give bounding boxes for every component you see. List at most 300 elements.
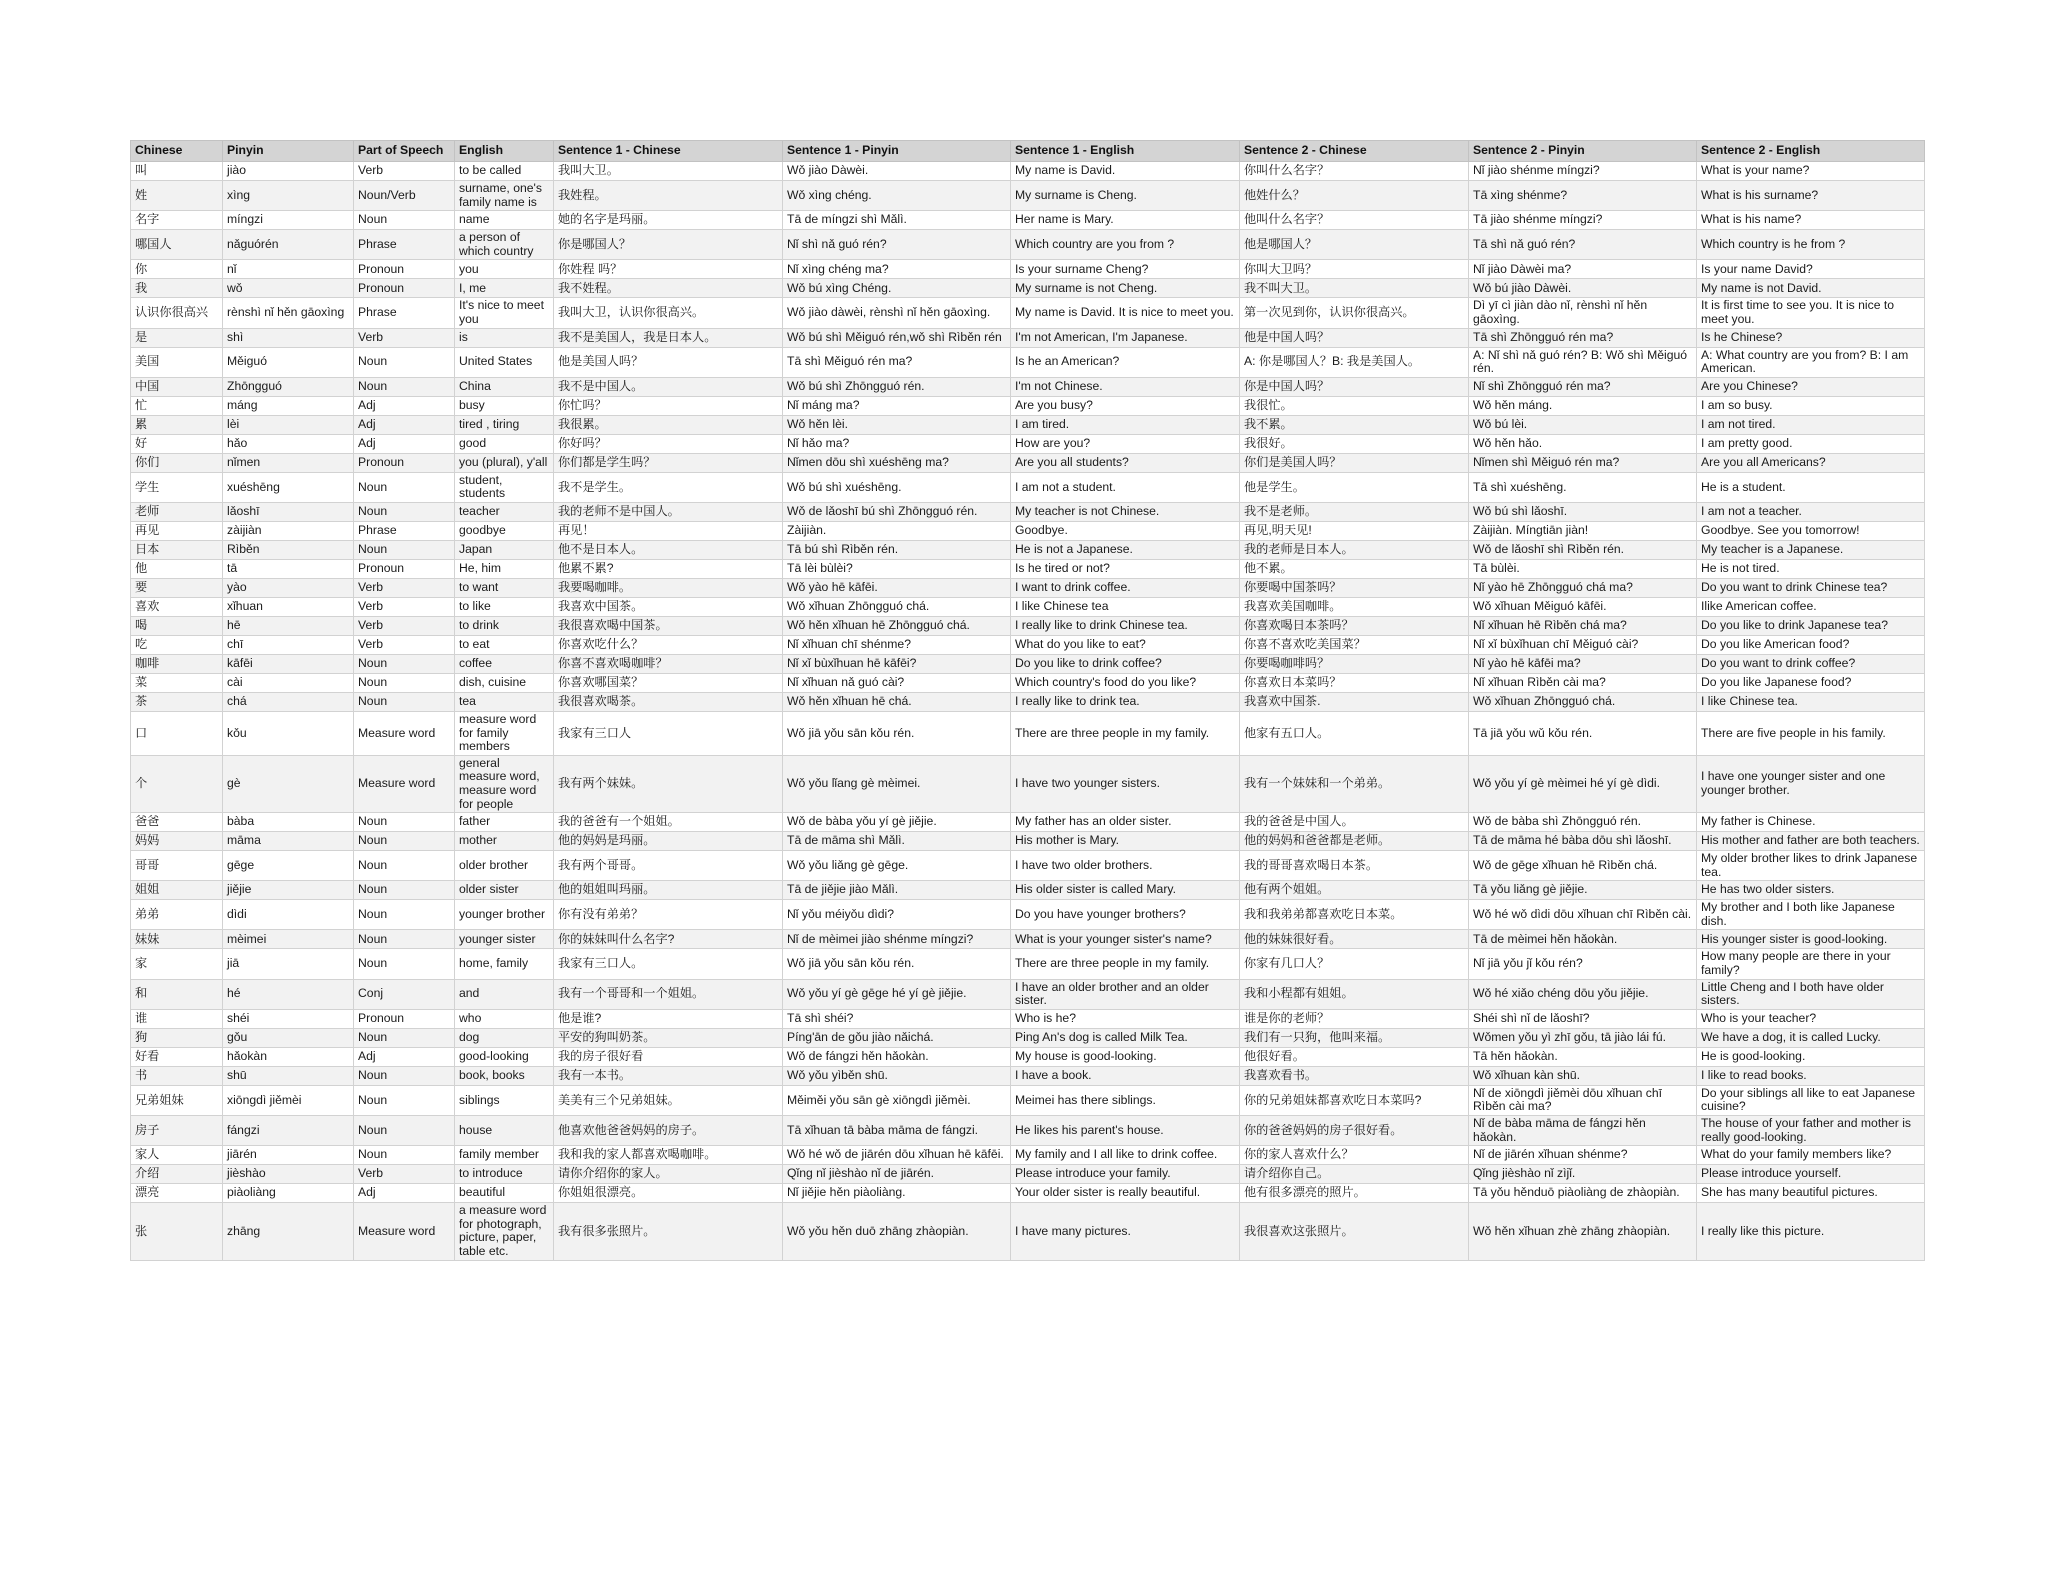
sentence2-english-cell: My name is not David. [1697,279,1925,298]
pinyin-cell: shì [223,328,354,347]
sentence2-english-cell: Little Cheng and I both have older sisters. [1697,979,1925,1009]
chinese-cell: 菜 [131,673,223,692]
english-cell: It's nice to meet you [455,298,554,328]
sentence2-chinese-cell: 我们有一只狗，他叫来福。 [1240,1028,1469,1047]
chinese-cell: 你 [131,260,223,279]
pinyin-cell: māma [223,832,354,851]
sentence2-pinyin-cell: Tā de māma hé bàba dōu shì lǎoshī. [1469,832,1697,851]
sentence1-chinese-cell: 你姐姐很漂亮。 [554,1184,783,1203]
column-header: Sentence 1 - English [1011,141,1240,162]
sentence1-chinese-cell: 他不是日本人。 [554,540,783,559]
pinyin-cell: Rìběn [223,540,354,559]
sentence1-pinyin-cell: Tā de jiějie jiào Mǎlì. [783,881,1011,900]
sentence1-pinyin-cell: Wǒ de lǎoshī bú shì Zhōngguó rén. [783,502,1011,521]
sentence2-english-cell: I am not a teacher. [1697,502,1925,521]
pinyin-cell: xiōngdì jiěmèi [223,1085,354,1115]
sentence1-pinyin-cell: Nǐ máng ma? [783,396,1011,415]
sentence2-pinyin-cell: Wǒ hé wǒ dìdi dōu xǐhuan chī Rìběn cài. [1469,900,1697,930]
sentence2-english-cell: It is first time to see you. It is nice to meet you. [1697,298,1925,328]
english-cell: good-looking [455,1047,554,1066]
sentence1-chinese-cell: 我叫大卫，认识你很高兴。 [554,298,783,328]
table-row [131,298,1925,328]
table-row [131,453,1925,472]
sentence1-english-cell: Which country are you from ? [1011,230,1240,260]
pinyin-cell: jiějie [223,881,354,900]
english-cell: He, him [455,559,554,578]
sentence1-pinyin-cell: Nǐ xǐ bùxǐhuan hē kāfēi? [783,654,1011,673]
sentence1-english-cell: I have many pictures. [1011,1203,1240,1260]
chinese-cell: 好看 [131,1047,223,1066]
sentence2-english-cell: What do your family members like? [1697,1146,1925,1165]
table-row [131,328,1925,347]
table-row [131,979,1925,1009]
part-of-speech-cell: Phrase [354,230,455,260]
sentence2-chinese-cell: 谁是你的老师？ [1240,1009,1469,1028]
table-row [131,851,1925,881]
sentence2-pinyin-cell: Tā jiào shénme míngzi? [1469,211,1697,230]
sentence2-english-cell: Do you like American food? [1697,635,1925,654]
english-cell: to like [455,597,554,616]
chinese-cell: 叫 [131,162,223,181]
pinyin-cell: shū [223,1066,354,1085]
english-cell: a measure word for photograph, picture, paper, table etc. [455,1203,554,1260]
sentence2-pinyin-cell: Wǒ hěn máng. [1469,396,1697,415]
sentence2-english-cell: Who is your teacher? [1697,1009,1925,1028]
sentence2-english-cell: Please introduce yourself. [1697,1165,1925,1184]
sentence2-chinese-cell: 他家有五口人。 [1240,711,1469,755]
pinyin-cell: mèimei [223,930,354,949]
chinese-cell: 哥哥 [131,851,223,881]
english-cell: name [455,211,554,230]
sentence1-english-cell: He likes his parent's house. [1011,1116,1240,1146]
sentence2-chinese-cell: 我和小程都有姐姐。 [1240,979,1469,1009]
pinyin-cell: máng [223,396,354,415]
sentence1-chinese-cell: 我有两个妹妹。 [554,755,783,812]
sentence1-pinyin-cell: Wǒ xìng chéng. [783,181,1011,211]
sentence1-english-cell: Goodbye. [1011,521,1240,540]
sentence1-pinyin-cell: Wǒ bú shì Zhōngguó rén. [783,377,1011,396]
sentence1-chinese-cell: 我喜欢中国茶。 [554,597,783,616]
pinyin-cell: hé [223,979,354,1009]
sentence2-chinese-cell: 你要喝中国茶吗？ [1240,578,1469,597]
sentence1-pinyin-cell: Wǒ de fángzi hěn hǎokàn. [783,1047,1011,1066]
chinese-cell: 姓 [131,181,223,211]
pinyin-cell: jiārén [223,1146,354,1165]
english-cell: older sister [455,881,554,900]
pinyin-cell: dìdi [223,900,354,930]
sentence1-english-cell: My house is good-looking. [1011,1047,1240,1066]
sentence1-pinyin-cell: Wǒ jiā yǒu sān kǒu rén. [783,711,1011,755]
part-of-speech-cell: Pronoun [354,279,455,298]
sentence1-pinyin-cell: Wǒ xǐhuan Zhōngguó chá. [783,597,1011,616]
sentence1-pinyin-cell: Nǐ yǒu méiyǒu dìdi? [783,900,1011,930]
english-cell: to introduce [455,1165,554,1184]
sentence1-chinese-cell: 我有一本书。 [554,1066,783,1085]
pinyin-cell: yào [223,578,354,597]
sentence1-pinyin-cell: Tā shì shéi? [783,1009,1011,1028]
sentence2-english-cell: I am not tired. [1697,415,1925,434]
sentence1-english-cell: Do you like to drink coffee? [1011,654,1240,673]
chinese-cell: 狗 [131,1028,223,1047]
pinyin-cell: bàba [223,813,354,832]
sentence1-pinyin-cell: Měiměi yǒu sān gè xiōngdì jiěmèi. [783,1085,1011,1115]
pinyin-cell: jiào [223,162,354,181]
english-cell: father [455,813,554,832]
sentence2-chinese-cell: 我很喜欢这张照片。 [1240,1203,1469,1260]
part-of-speech-cell: Noun [354,540,455,559]
sentence1-chinese-cell: 我很喜欢喝中国茶。 [554,616,783,635]
part-of-speech-cell: Measure word [354,755,455,812]
chinese-cell: 喝 [131,616,223,635]
table-row [131,260,1925,279]
sentence2-pinyin-cell: Nǐ xǐhuan Rìběn cài ma? [1469,673,1697,692]
pinyin-cell: kāfēi [223,654,354,673]
chinese-cell: 认识你很高兴 [131,298,223,328]
sentence2-chinese-cell: 你叫大卫吗？ [1240,260,1469,279]
sentence2-chinese-cell: 再见,明天见! [1240,521,1469,540]
chinese-cell: 中国 [131,377,223,396]
english-cell: surname, one's family name is [455,181,554,211]
sentence2-pinyin-cell: Wǒ de lǎoshī shì Rìběn rén. [1469,540,1697,559]
table-row [131,832,1925,851]
sentence1-chinese-cell: 我很喜欢喝茶。 [554,692,783,711]
sentence1-english-cell: Your older sister is really beautiful. [1011,1184,1240,1203]
pinyin-cell: zhāng [223,1203,354,1260]
sentence1-pinyin-cell: Wǒ yǒu hěn duō zhāng zhàopiàn. [783,1203,1011,1260]
part-of-speech-cell: Verb [354,635,455,654]
table-row [131,230,1925,260]
pinyin-cell: xǐhuan [223,597,354,616]
sentence2-chinese-cell: 我的哥哥喜欢喝日本茶。 [1240,851,1469,881]
english-cell: teacher [455,502,554,521]
table-row [131,540,1925,559]
chinese-cell: 妈妈 [131,832,223,851]
sentence2-english-cell: She has many beautiful pictures. [1697,1184,1925,1203]
sentence1-chinese-cell: 我的老师不是中国人。 [554,502,783,521]
sentence1-chinese-cell: 我家有三口人。 [554,949,783,979]
table-row [131,597,1925,616]
part-of-speech-cell: Noun [354,502,455,521]
sentence2-pinyin-cell: Nǐ shì Zhōngguó rén ma? [1469,377,1697,396]
pinyin-cell: hǎokàn [223,1047,354,1066]
sentence2-english-cell: We have a dog, it is called Lucky. [1697,1028,1925,1047]
sentence2-english-cell: He is a student. [1697,472,1925,502]
sentence2-english-cell: I like Chinese tea. [1697,692,1925,711]
table-row [131,181,1925,211]
chinese-cell: 老师 [131,502,223,521]
sentence1-pinyin-cell: Wǒ de bàba yǒu yí gè jiějie. [783,813,1011,832]
table-row [131,1028,1925,1047]
chinese-cell: 个 [131,755,223,812]
chinese-cell: 你们 [131,453,223,472]
sentence1-english-cell: Are you all students? [1011,453,1240,472]
sentence2-chinese-cell: 我很忙。 [1240,396,1469,415]
sentence1-english-cell: What do you like to eat? [1011,635,1240,654]
sentence1-chinese-cell: 我姓程。 [554,181,783,211]
part-of-speech-cell: Noun [354,949,455,979]
sentence1-pinyin-cell: Wǒ jiào Dàwèi. [783,162,1011,181]
sentence2-pinyin-cell: Shéi shì nǐ de lǎoshī? [1469,1009,1697,1028]
sentence1-chinese-cell: 平安的狗叫奶茶。 [554,1028,783,1047]
sentence2-pinyin-cell: Nǐ jiào shénme míngzi? [1469,162,1697,181]
sentence1-english-cell: My father has an older sister. [1011,813,1240,832]
table-row [131,1085,1925,1115]
english-cell: you [455,260,554,279]
english-cell: book, books [455,1066,554,1085]
pinyin-cell: Měiguó [223,347,354,377]
sentence2-english-cell: What is your name? [1697,162,1925,181]
part-of-speech-cell: Noun [354,1146,455,1165]
sentence1-chinese-cell: 你喜欢吃什么？ [554,635,783,654]
sentence1-chinese-cell: 他的姐姐叫玛丽。 [554,881,783,900]
sentence1-pinyin-cell: Wǒ hěn xǐhuan hē chá. [783,692,1011,711]
pinyin-cell: nǐmen [223,453,354,472]
chinese-cell: 姐姐 [131,881,223,900]
english-cell: siblings [455,1085,554,1115]
sentence1-english-cell: There are three people in my family. [1011,949,1240,979]
sentence2-english-cell: His younger sister is good-looking. [1697,930,1925,949]
sentence2-chinese-cell: 你叫什么名字？ [1240,162,1469,181]
part-of-speech-cell: Conj [354,979,455,1009]
column-header: Sentence 1 - Chinese [554,141,783,162]
english-cell: student, students [455,472,554,502]
sentence1-chinese-cell: 他喜欢他爸爸妈妈的房子。 [554,1116,783,1146]
part-of-speech-cell: Pronoun [354,1009,455,1028]
english-cell: to be called [455,162,554,181]
chinese-cell: 家 [131,949,223,979]
sentence2-pinyin-cell: Nǐ de jiārén xǐhuan shénme? [1469,1146,1697,1165]
sentence1-pinyin-cell: Tā de māma shì Mǎlì. [783,832,1011,851]
sentence2-pinyin-cell: Qǐng jièshào nǐ zìjǐ. [1469,1165,1697,1184]
part-of-speech-cell: Noun [354,377,455,396]
sentence2-pinyin-cell: Nǐmen shì Měiguó rén ma? [1469,453,1697,472]
chinese-cell: 兄弟姐妹 [131,1085,223,1115]
part-of-speech-cell: Verb [354,162,455,181]
sentence2-chinese-cell: 他不累。 [1240,559,1469,578]
sentence1-english-cell: Is he tired or not? [1011,559,1240,578]
sentence1-pinyin-cell: Wǒ bú xìng Chéng. [783,279,1011,298]
chinese-cell: 爸爸 [131,813,223,832]
chinese-cell: 茶 [131,692,223,711]
sentence1-chinese-cell: 你是哪国人？ [554,230,783,260]
table-row [131,1009,1925,1028]
sentence1-english-cell: I am tired. [1011,415,1240,434]
pinyin-cell: hē [223,616,354,635]
sentence2-english-cell: What is his name? [1697,211,1925,230]
sentence2-chinese-cell: 你的家人喜欢什么？ [1240,1146,1469,1165]
sentence1-english-cell: My surname is not Cheng. [1011,279,1240,298]
part-of-speech-cell: Noun [354,472,455,502]
sentence1-english-cell: I really like to drink tea. [1011,692,1240,711]
pinyin-cell: fángzi [223,1116,354,1146]
part-of-speech-cell: Pronoun [354,559,455,578]
english-cell: and [455,979,554,1009]
sentence2-chinese-cell: 我的爸爸是中国人。 [1240,813,1469,832]
table-row [131,559,1925,578]
sentence1-english-cell: Is your surname Cheng? [1011,260,1240,279]
sentence1-english-cell: His older sister is called Mary. [1011,881,1240,900]
sentence1-chinese-cell: 我不是美国人，我是日本人。 [554,328,783,347]
sentence2-pinyin-cell: Nǐ xǐhuan hē Rìběn chá ma? [1469,616,1697,635]
sentence2-chinese-cell: 他是学生。 [1240,472,1469,502]
table-row [131,930,1925,949]
sentence1-chinese-cell: 你喜不喜欢喝咖啡？ [554,654,783,673]
pinyin-cell: gè [223,755,354,812]
chinese-cell: 要 [131,578,223,597]
chinese-cell: 吃 [131,635,223,654]
sentence1-chinese-cell: 我的房子很好看 [554,1047,783,1066]
sentence1-chinese-cell: 我不是中国人。 [554,377,783,396]
sentence2-chinese-cell: 我喜欢看书。 [1240,1066,1469,1085]
table-row [131,1165,1925,1184]
part-of-speech-cell: Noun [354,881,455,900]
part-of-speech-cell: Phrase [354,298,455,328]
sentence2-english-cell: My brother and I both like Japanese dish. [1697,900,1925,930]
part-of-speech-cell: Adj [354,1047,455,1066]
sentence1-chinese-cell: 她的名字是玛丽。 [554,211,783,230]
chinese-cell: 咖啡 [131,654,223,673]
english-cell: tired , tiring [455,415,554,434]
sentence2-pinyin-cell: Wǒ xǐhuan Měiguó kāfēi. [1469,597,1697,616]
sentence1-chinese-cell: 我有一个哥哥和一个姐姐。 [554,979,783,1009]
table-row [131,347,1925,377]
sentence1-pinyin-cell: Wǒ yǒu yí gè gēge hé yí gè jiějie. [783,979,1011,1009]
sentence2-pinyin-cell: Wǒ hěn xǐhuan zhè zhāng zhàopiàn. [1469,1203,1697,1260]
chinese-cell: 口 [131,711,223,755]
part-of-speech-cell: Noun [354,347,455,377]
sentence2-english-cell: Do you like to drink Japanese tea? [1697,616,1925,635]
sentence1-pinyin-cell: Nǐ xǐhuan nǎ guó cài? [783,673,1011,692]
english-cell: goodbye [455,521,554,540]
sentence2-chinese-cell: 我喜欢中国茶. [1240,692,1469,711]
sentence1-pinyin-cell: Zàijiàn. [783,521,1011,540]
english-cell: good [455,434,554,453]
part-of-speech-cell: Noun [354,1116,455,1146]
part-of-speech-cell: Phrase [354,521,455,540]
sentence2-chinese-cell: 你要喝咖啡吗？ [1240,654,1469,673]
sentence1-english-cell: I have an older brother and an older sister. [1011,979,1240,1009]
sentence2-english-cell: I am so busy. [1697,396,1925,415]
part-of-speech-cell: Noun [354,211,455,230]
table-row [131,813,1925,832]
sentence2-english-cell: Are you Chinese? [1697,377,1925,396]
sentence1-pinyin-cell: Nǐ shì nǎ guó rén? [783,230,1011,260]
sentence1-english-cell: Ping An's dog is called Milk Tea. [1011,1028,1240,1047]
table-row [131,1146,1925,1165]
english-cell: tea [455,692,554,711]
sentence2-english-cell: My teacher is a Japanese. [1697,540,1925,559]
english-cell: China [455,377,554,396]
sentence2-pinyin-cell: Wǒ hěn hǎo. [1469,434,1697,453]
sentence1-pinyin-cell: Wǒ yǒu liǎng gè gēge. [783,851,1011,881]
chinese-cell: 弟弟 [131,900,223,930]
pinyin-cell: chī [223,635,354,654]
sentence1-english-cell: Is he an American? [1011,347,1240,377]
sentence2-pinyin-cell: Dì yī cì jiàn dào nǐ, rènshì nǐ hěn gāoxìng. [1469,298,1697,328]
table-row [131,415,1925,434]
part-of-speech-cell: Noun [354,654,455,673]
sentence2-chinese-cell: A: 你是哪国人？B: 我是美国人。 [1240,347,1469,377]
pinyin-cell: xuéshēng [223,472,354,502]
sentence1-chinese-cell: 美美有三个兄弟姐妹。 [554,1085,783,1115]
sentence2-chinese-cell: 我有一个妹妹和一个弟弟。 [1240,755,1469,812]
sentence1-pinyin-cell: Wǒ hěn lèi. [783,415,1011,434]
pinyin-cell: míngzi [223,211,354,230]
sentence1-english-cell: I'm not American, I'm Japanese. [1011,328,1240,347]
english-cell: family member [455,1146,554,1165]
sentence2-english-cell: Is he Chinese? [1697,328,1925,347]
sentence1-english-cell: My family and I all like to drink coffee. [1011,1146,1240,1165]
table-row [131,692,1925,711]
pinyin-cell: cài [223,673,354,692]
sentence1-english-cell: I have two older brothers. [1011,851,1240,881]
chinese-cell: 日本 [131,540,223,559]
pinyin-cell: chá [223,692,354,711]
part-of-speech-cell: Measure word [354,1203,455,1260]
sentence2-pinyin-cell: Tā yǒu hěnduō piàoliàng de zhàopiàn. [1469,1184,1697,1203]
sentence2-pinyin-cell: Wǒ de gēge xǐhuan hē Rìběn chá. [1469,851,1697,881]
english-cell: to eat [455,635,554,654]
chinese-cell: 家人 [131,1146,223,1165]
sentence2-english-cell: The house of your father and mother is really good-looking. [1697,1116,1925,1146]
chinese-cell: 妹妹 [131,930,223,949]
table-row [131,1203,1925,1260]
chinese-cell: 哪国人 [131,230,223,260]
english-cell: dish, cuisine [455,673,554,692]
table-row [131,377,1925,396]
sentence1-english-cell: I'm not Chinese. [1011,377,1240,396]
sentence2-english-cell: I really like this picture. [1697,1203,1925,1260]
english-cell: Japan [455,540,554,559]
sentence1-chinese-cell: 他是美国人吗？ [554,347,783,377]
sentence1-pinyin-cell: Wǒ yào hē kāfēi. [783,578,1011,597]
column-header: Sentence 1 - Pinyin [783,141,1011,162]
table-row [131,472,1925,502]
sentence2-pinyin-cell: Tā shì nǎ guó rén? [1469,230,1697,260]
sentence2-english-cell: Do your siblings all like to eat Japanese cuisine? [1697,1085,1925,1115]
pinyin-cell: piàoliàng [223,1184,354,1203]
sentence2-pinyin-cell: Nǐ yào hē kāfēi ma? [1469,654,1697,673]
english-cell: to want [455,578,554,597]
english-cell: mother [455,832,554,851]
part-of-speech-cell: Verb [354,1165,455,1184]
english-cell: general measure word, measure word for people [455,755,554,812]
english-cell: a person of which country [455,230,554,260]
sentence2-pinyin-cell: Wǒ de bàba shì Zhōngguó rén. [1469,813,1697,832]
sentence2-english-cell: I am pretty good. [1697,434,1925,453]
sentence1-pinyin-cell: Wǒ bú shì Měiguó rén,wǒ shì Rìběn rén [783,328,1011,347]
table-row [131,211,1925,230]
table-row [131,162,1925,181]
chinese-cell: 谁 [131,1009,223,1028]
pinyin-cell: tā [223,559,354,578]
sentence1-english-cell: Meimei has there siblings. [1011,1085,1240,1115]
sentence2-chinese-cell: 你家有几口人？ [1240,949,1469,979]
sentence2-chinese-cell: 他姓什么？ [1240,181,1469,211]
chinese-cell: 名字 [131,211,223,230]
sentence1-chinese-cell: 我有很多张照片。 [554,1203,783,1260]
sentence2-pinyin-cell: Tā shì Zhōngguó rén ma? [1469,328,1697,347]
sentence2-english-cell: Which country is he from ? [1697,230,1925,260]
table-row [131,1116,1925,1146]
sentence1-chinese-cell: 请你介绍你的家人。 [554,1165,783,1184]
sentence1-english-cell: His mother is Mary. [1011,832,1240,851]
sentence2-pinyin-cell: A: Nǐ shì nǎ guó rén? B: Wǒ shì Měiguó rén. [1469,347,1697,377]
table-row [131,654,1925,673]
sentence2-chinese-cell: 他很好看。 [1240,1047,1469,1066]
sentence1-chinese-cell: 你姓程 吗？ [554,260,783,279]
english-cell: younger brother [455,900,554,930]
